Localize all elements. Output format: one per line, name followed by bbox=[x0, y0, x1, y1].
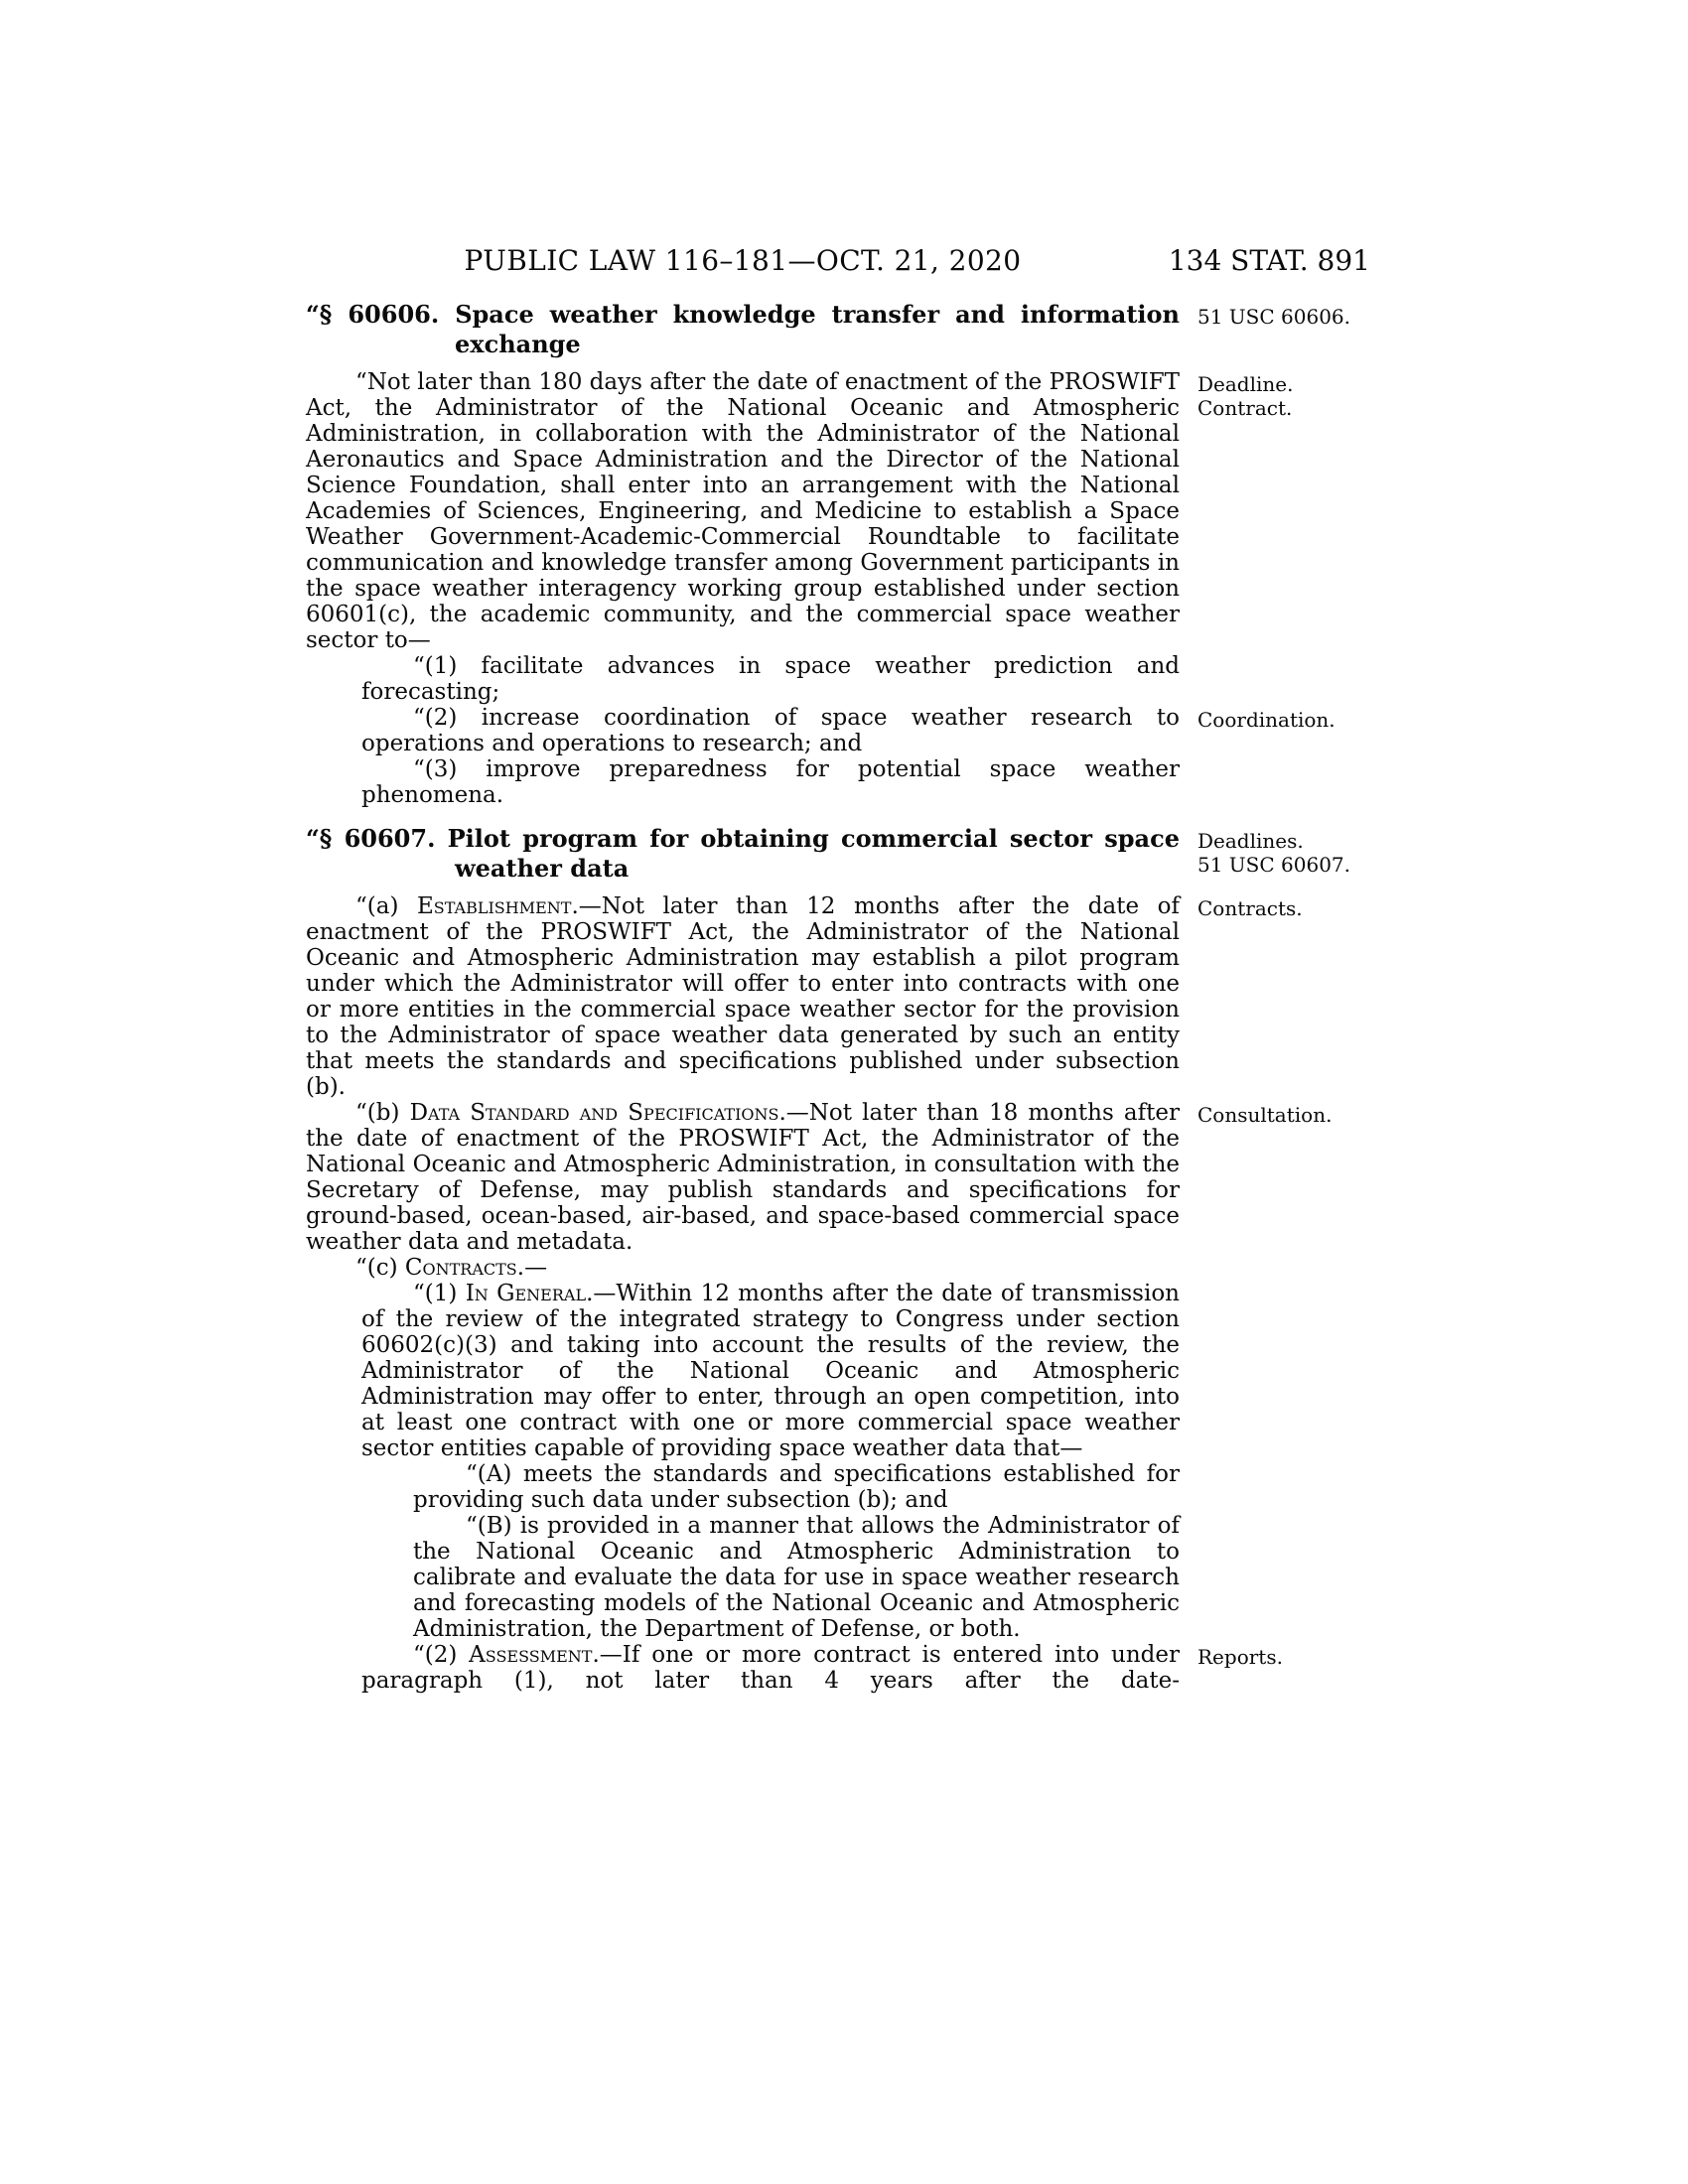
small-caps-text: Assessment bbox=[469, 1642, 593, 1668]
margin-notes bbox=[1197, 372, 1396, 420]
body-text: “(b) bbox=[355, 1100, 410, 1126]
margin-note: Deadline. bbox=[1197, 372, 1294, 396]
margin-notes bbox=[1197, 896, 1396, 920]
body-text: “§ 60606. Space weather knowledge transfer and information exchange bbox=[306, 300, 1180, 358]
body-text: .—If one or more contract is entered into under paragraph (1), not later than 4 years after the date- bbox=[361, 1642, 1180, 1694]
body-text: “(A) meets the standards and specifications established for providing such data under subsection (b); and bbox=[413, 1461, 1180, 1513]
stat-page-number: 134 STAT. 891 bbox=[1168, 244, 1370, 277]
margin-note: Deadlines. bbox=[1197, 829, 1304, 853]
body-text: “(1) bbox=[413, 1281, 466, 1306]
margin-notes bbox=[1197, 305, 1396, 329]
law-citation: PUBLIC LAW 116–181—OCT. 21, 2020 bbox=[464, 244, 1022, 277]
body-text: “(a) bbox=[355, 893, 417, 919]
margin-note: Contracts. bbox=[1197, 896, 1303, 920]
body-text: .—Within 12 months after the date of transmission of the review of the integrated strategy to Congress under section 60602(c)(3) and taking into account the results of the review, the Administrator of the National Oceanic and Atmospheric Administration may offer to enter, through an open competition, into at least one contract with one or more commercial space weather sector entities capable of providing space weather data that— bbox=[361, 1281, 1180, 1461]
margin-note: 51 USC 60606. bbox=[1197, 305, 1351, 329]
small-caps-text: Data Standard and Specifications bbox=[409, 1100, 779, 1126]
body-text: “(3) improve preparedness for potential space weather phenomena. bbox=[361, 756, 1180, 808]
margin-note: Reports. bbox=[1197, 1645, 1283, 1669]
paragraph bbox=[306, 369, 1294, 653]
paragraph bbox=[361, 1642, 1283, 1694]
paragraph bbox=[306, 893, 1303, 1100]
body-text: “(c) bbox=[355, 1255, 405, 1281]
paragraph bbox=[306, 1100, 1333, 1255]
paragraph bbox=[413, 1513, 1180, 1642]
margin-note: 51 USC 60607. bbox=[1197, 853, 1351, 877]
margin-note: Contract. bbox=[1197, 396, 1293, 420]
paragraph bbox=[413, 1461, 1180, 1513]
margin-note: Coordination. bbox=[1197, 708, 1336, 732]
small-caps-text: Establishment bbox=[416, 893, 572, 919]
paragraph bbox=[361, 756, 1180, 808]
margin-notes bbox=[1197, 1645, 1396, 1669]
body-text: “Not later than 180 days after the date of enactment of the PROSWIFT Act, the Administrator of the National Oceanic and Atmospheric Administration, in collaboration with the Administrator of the National Aeronautics and Space Administration and the Director of the National Science Foundation, shall enter into an arrangement with the National Academies of Sciences, Engineering, and Medicine to establish a Space Weather Government-Academic-Commercial Roundtable to facilitate communication and knowledge transfer among Government participants in the space weather interagency working group established under section 60601(c), the academic community, and the commercial space weather sector to— bbox=[306, 369, 1180, 653]
section-heading bbox=[306, 300, 1351, 359]
margin-notes bbox=[1197, 708, 1396, 732]
section-heading bbox=[306, 824, 1351, 884]
paragraph bbox=[361, 653, 1180, 705]
body-text: .—Not later than 18 months after the date of enactment of the PROSWIFT Act, the Administrator of the National Oceanic and Atmospheric Administration, in consultation with the Secretary of Defense, may publish standards and specifications for ground-based, ocean-based, air-based, and space-based commercial space weather data and metadata. bbox=[306, 1100, 1180, 1255]
running-header bbox=[306, 244, 1370, 280]
margin-note: Consultation. bbox=[1197, 1103, 1333, 1127]
paragraph bbox=[306, 1255, 1180, 1281]
small-caps-text: In General bbox=[465, 1281, 587, 1306]
body-text: .—Not later than 12 months after the date of enactment of the PROSWIFT Act, the Administrator of the National Oceanic and Atmospheric Administration may establish a pilot program under which the Administrator will offer to enter into contracts with one or more entities in the commercial space weather sector for the provision to the Administrator of space weather data generated by such an entity that meets the standards and specifications published under subsection (b). bbox=[306, 893, 1180, 1100]
body-text: .— bbox=[516, 1255, 548, 1281]
body-text: “(2) bbox=[413, 1642, 470, 1668]
paragraph bbox=[361, 1281, 1180, 1461]
body-text: “(2) increase coordination of space weather research to operations and operations to research; and bbox=[361, 705, 1180, 756]
document-body bbox=[306, 300, 1351, 1694]
margin-notes bbox=[1197, 829, 1396, 877]
margin-notes bbox=[1197, 1103, 1396, 1127]
body-text: “(B) is provided in a manner that allows the Administrator of the National Oceanic and Atmospheric Administration to calibrate and evaluate the data for use in space weather research and forecasting models of the National Oceanic and Atmospheric Administration, the Department of Defense, or both. bbox=[413, 1513, 1180, 1642]
small-caps-text: Contracts bbox=[404, 1255, 517, 1281]
paragraph bbox=[361, 705, 1336, 756]
body-text: “§ 60607. Pilot program for obtaining commercial sector space weather data bbox=[306, 824, 1180, 883]
body-text: “(1) facilitate advances in space weather prediction and forecasting; bbox=[361, 653, 1180, 705]
